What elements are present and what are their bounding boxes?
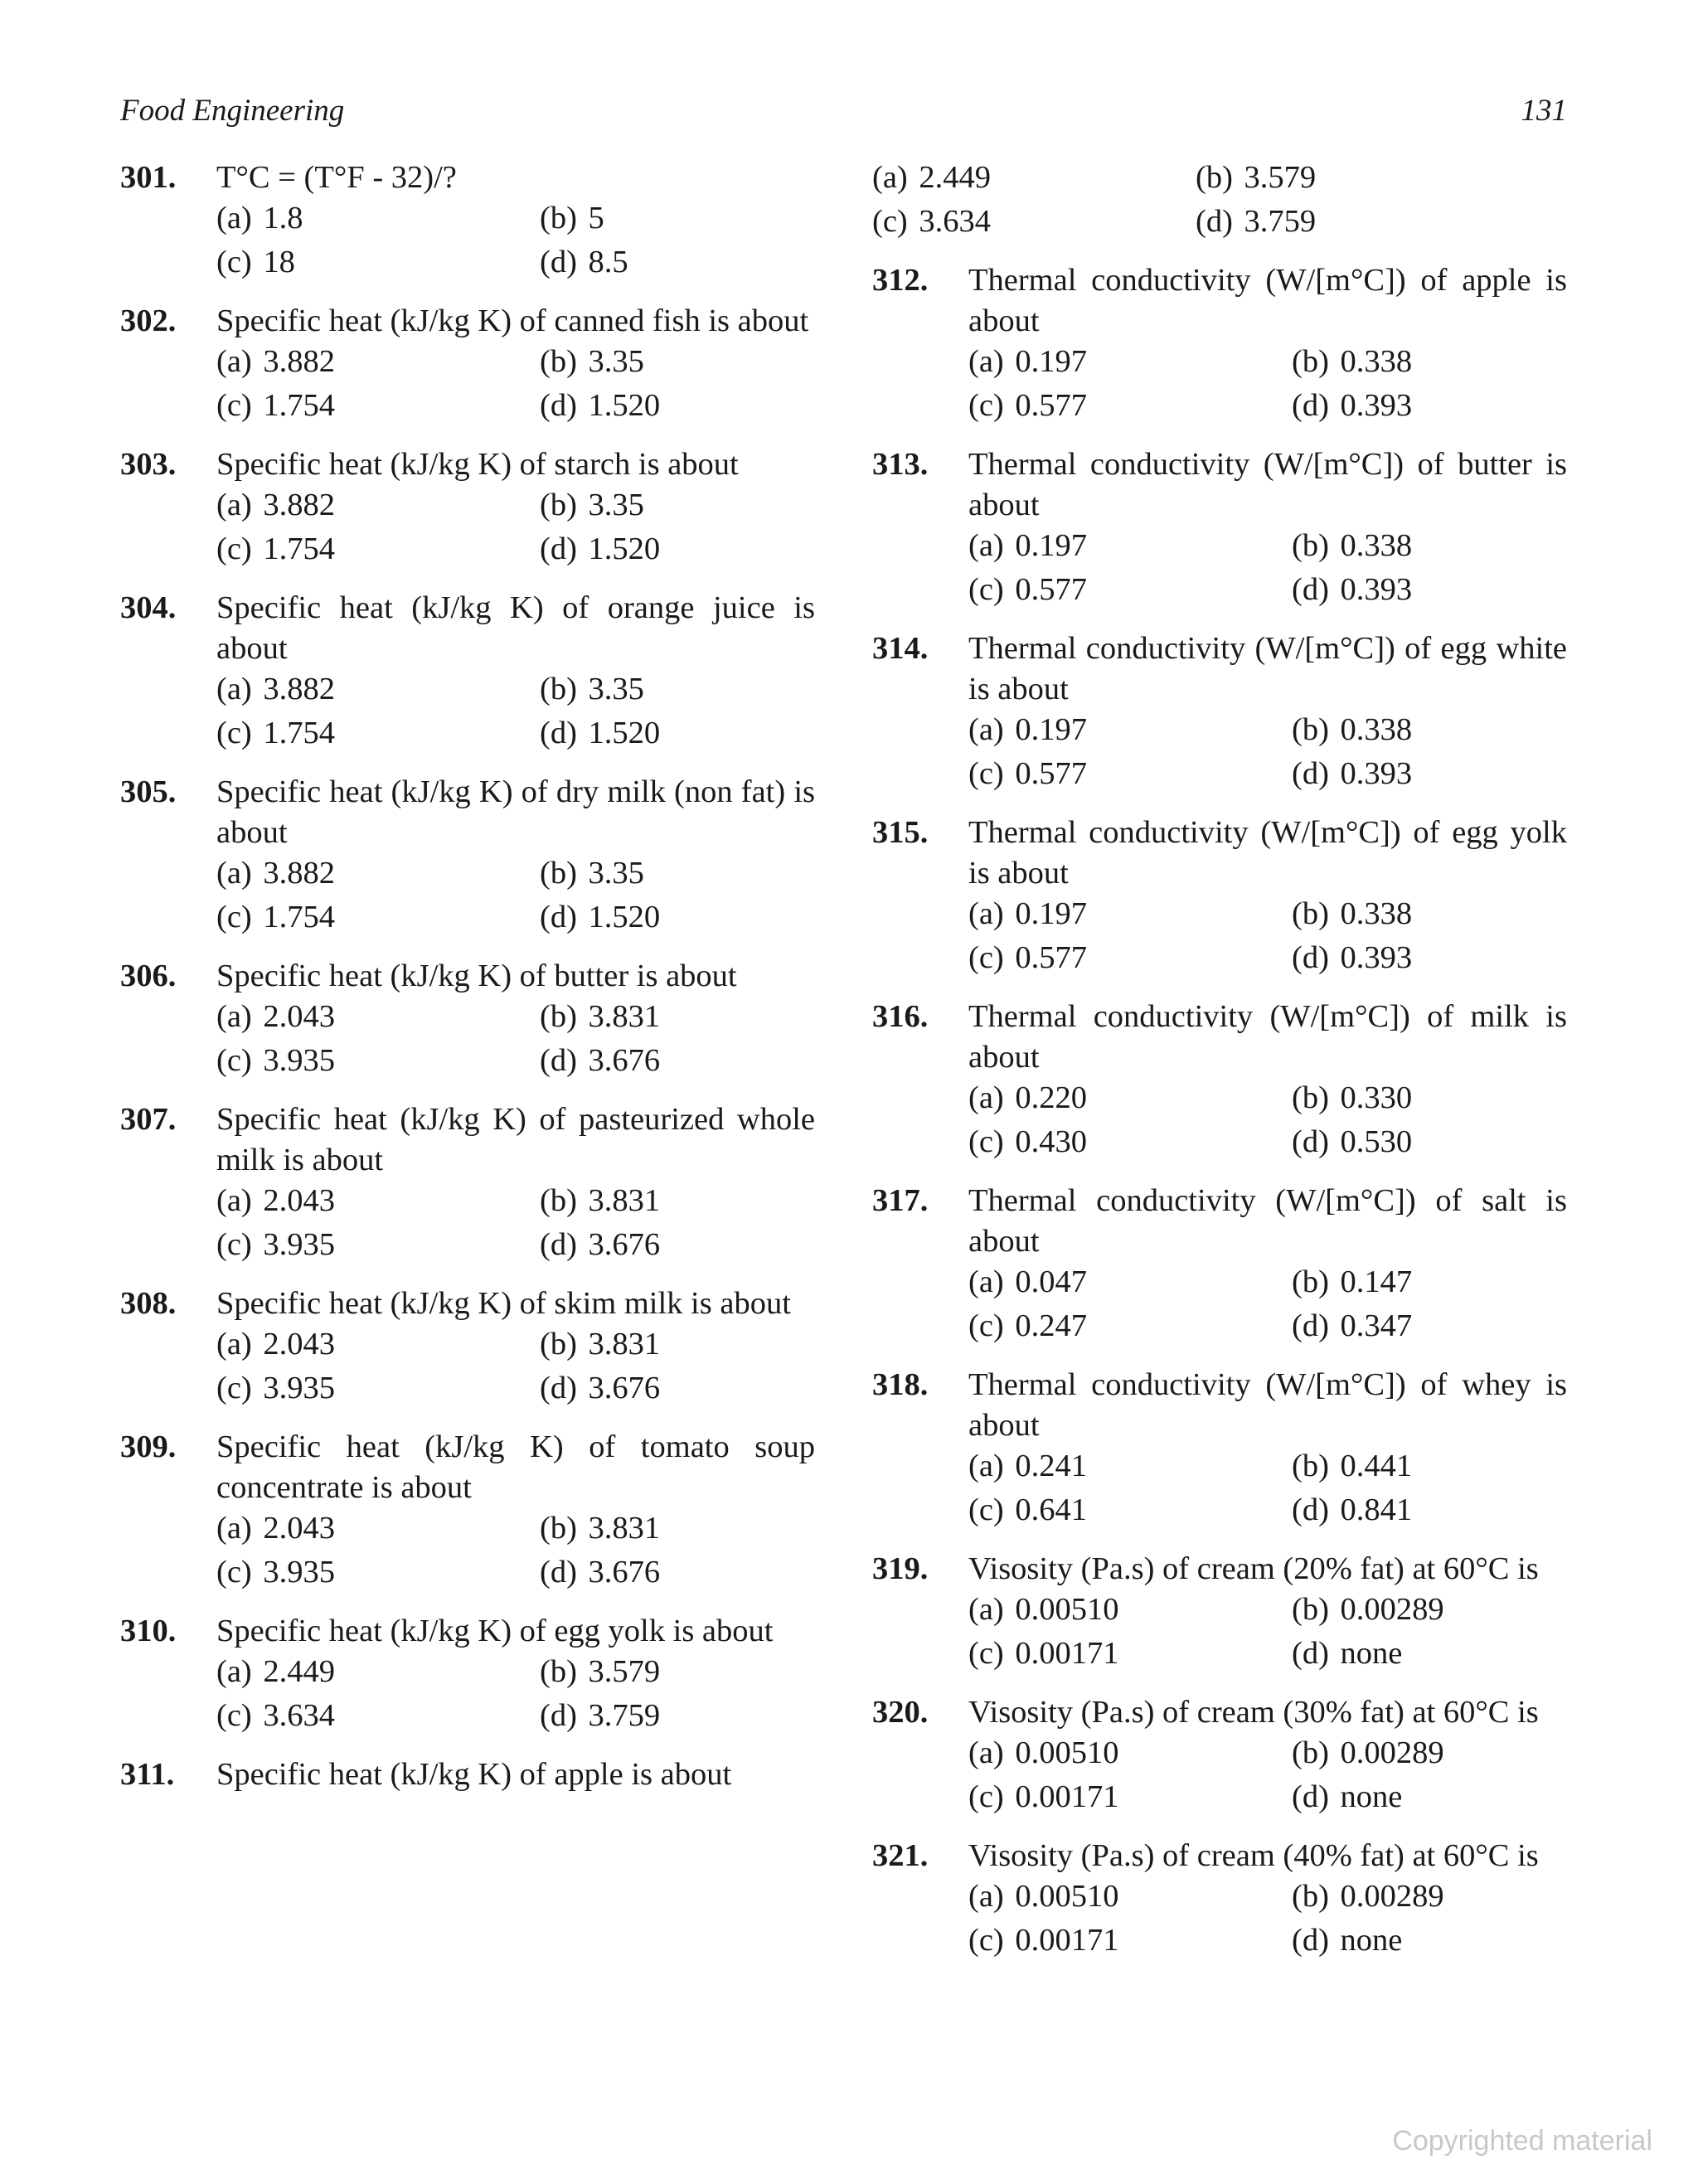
option-a: (a) 0.197 — [968, 528, 1087, 563]
option-d: (d) 3.759 — [1196, 204, 1317, 239]
option-d: (d) 0.530 — [1292, 1124, 1413, 1159]
option-c: (c) 3.634 — [872, 204, 991, 239]
option-d: (d) 0.393 — [1292, 388, 1413, 423]
option-list — [968, 526, 1567, 610]
option-a: (a) 0.00510 — [968, 1879, 1119, 1914]
option-a: (a) 0.220 — [968, 1080, 1087, 1115]
option-b: (b) 0.338 — [1292, 344, 1413, 379]
question-number: 316. — [872, 999, 929, 1034]
question-306 — [120, 956, 815, 1081]
question-number: 311. — [120, 1757, 175, 1792]
question-number: 315. — [872, 815, 929, 850]
option-d: (d) 0.393 — [1292, 572, 1413, 607]
option-c: (c) 0.577 — [968, 388, 1087, 423]
watermark: Copyrighted material — [1392, 2125, 1652, 2157]
question-312 — [872, 260, 1567, 426]
option-list — [968, 1589, 1567, 1674]
option-list — [216, 853, 815, 938]
option-c: (c) 0.430 — [968, 1124, 1087, 1159]
question-314 — [872, 629, 1567, 794]
option-list — [968, 1446, 1567, 1531]
option-c: (c) 0.577 — [968, 940, 1087, 975]
option-c: (c) 3.634 — [216, 1698, 335, 1733]
option-d: (d) 0.841 — [1292, 1492, 1413, 1527]
option-a: (a) 0.197 — [968, 712, 1087, 747]
question-text: Visosity (Pa.s) of cream (40% fat) at 60°C is — [968, 1838, 1539, 1873]
page-number: 131 — [1521, 94, 1567, 128]
option-c: (c) 3.935 — [216, 1043, 335, 1078]
option-b: (b) 0.00289 — [1292, 1592, 1444, 1627]
option-a: (a) 3.882 — [216, 856, 335, 891]
option-a: (a) 0.00510 — [968, 1592, 1119, 1627]
question-text: Specific heat (kJ/kg K) of dry milk (non fat) is about — [216, 774, 815, 850]
option-a: (a) 2.043 — [216, 1183, 335, 1218]
right-question-list — [872, 260, 1567, 1961]
option-list — [968, 1262, 1567, 1347]
option-d: (d) 8.5 — [540, 245, 628, 279]
option-b: (b) 0.441 — [1292, 1449, 1413, 1483]
question-319 — [872, 1549, 1567, 1674]
option-d: (d) none — [1292, 1923, 1403, 1958]
question-text: Specific heat (kJ/kg K) of tomato soup concentrate is about — [216, 1429, 815, 1505]
option-a: (a) 0.047 — [968, 1264, 1087, 1299]
option-b: (b) 3.579 — [540, 1654, 661, 1689]
option-b: (b) 3.35 — [540, 856, 644, 891]
question-text: T°C = (T°F - 32)/? — [216, 160, 457, 195]
question-number: 301. — [120, 160, 177, 195]
question-307 — [120, 1099, 815, 1265]
question-number: 312. — [872, 263, 929, 298]
option-b: (b) 3.831 — [540, 999, 661, 1034]
question-text: Visosity (Pa.s) of cream (20% fat) at 60°C is — [968, 1551, 1539, 1586]
option-list — [216, 485, 815, 570]
question-text: Specific heat (kJ/kg K) of apple is about — [216, 1757, 732, 1792]
question-313 — [872, 444, 1567, 610]
question-text: Thermal conductivity (W/[m°C]) of egg white is about — [968, 631, 1567, 706]
question-text: Thermal conductivity (W/[m°C]) of egg yolk is about — [968, 815, 1567, 891]
option-a: (a) 0.197 — [968, 344, 1087, 379]
question-number: 320. — [872, 1695, 929, 1730]
question-text: Thermal conductivity (W/[m°C]) of milk is about — [968, 999, 1567, 1075]
option-d: (d) 1.520 — [540, 900, 661, 934]
option-b: (b) 5 — [540, 201, 604, 235]
option-b: (b) 0.338 — [1292, 712, 1413, 747]
option-c: (c) 1.754 — [216, 900, 335, 934]
option-list — [216, 1652, 815, 1736]
option-b: (b) 3.831 — [540, 1511, 661, 1546]
option-c: (c) 0.00171 — [968, 1636, 1119, 1671]
option-a: (a) 2.043 — [216, 1327, 335, 1361]
question-318 — [872, 1365, 1567, 1531]
option-list — [968, 710, 1567, 794]
option-d: (d) none — [1292, 1779, 1403, 1814]
question-text: Visosity (Pa.s) of cream (30% fat) at 60°C is — [968, 1695, 1539, 1730]
question-text: Specific heat (kJ/kg K) of canned fish is about — [216, 303, 809, 338]
option-b: (b) 0.00289 — [1292, 1879, 1444, 1914]
option-c: (c) 0.577 — [968, 572, 1087, 607]
question-text: Thermal conductivity (W/[m°C]) of whey is about — [968, 1367, 1567, 1443]
question-304 — [120, 588, 815, 754]
question-311 — [120, 1754, 815, 1795]
question-number: 314. — [872, 631, 929, 666]
option-c: (c) 1.754 — [216, 531, 335, 566]
option-list — [216, 669, 815, 754]
option-a: (a) 1.8 — [216, 201, 303, 235]
question-316 — [872, 997, 1567, 1162]
option-list — [872, 158, 1567, 242]
option-list — [216, 1508, 815, 1593]
option-list — [968, 894, 1567, 978]
option-list — [968, 1078, 1567, 1162]
option-c: (c) 1.754 — [216, 716, 335, 750]
question-text: Specific heat (kJ/kg K) of egg yolk is about — [216, 1614, 774, 1648]
option-list — [216, 1324, 815, 1409]
option-a: (a) 0.197 — [968, 896, 1087, 931]
question-302 — [120, 301, 815, 426]
option-b: (b) 0.338 — [1292, 896, 1413, 931]
option-d: (d) 3.676 — [540, 1371, 661, 1405]
question-number: 309. — [120, 1429, 177, 1464]
question-310 — [120, 1611, 815, 1736]
question-number: 303. — [120, 447, 177, 482]
option-list — [968, 1733, 1567, 1818]
option-b: (b) 0.147 — [1292, 1264, 1413, 1299]
question-number: 317. — [872, 1183, 929, 1218]
option-c: (c) 0.00171 — [968, 1779, 1119, 1814]
option-d: (d) 1.520 — [540, 531, 661, 566]
option-b: (b) 0.00289 — [1292, 1735, 1444, 1770]
question-text: Thermal conductivity (W/[m°C]) of apple is about — [968, 263, 1567, 338]
question-text: Specific heat (kJ/kg K) of butter is about — [216, 959, 737, 993]
option-b: (b) 3.579 — [1196, 160, 1317, 195]
option-c: (c) 0.641 — [968, 1492, 1087, 1527]
question-number: 313. — [872, 447, 929, 482]
option-a: (a) 0.241 — [968, 1449, 1087, 1483]
question-303 — [120, 444, 815, 570]
option-a: (a) 3.882 — [216, 488, 335, 522]
question-309 — [120, 1427, 815, 1593]
option-a: (a) 2.043 — [216, 1511, 335, 1546]
question-number: 321. — [872, 1838, 929, 1873]
option-b: (b) 3.831 — [540, 1327, 661, 1361]
option-list — [968, 342, 1567, 426]
option-b: (b) 3.831 — [540, 1183, 661, 1218]
option-b: (b) 3.35 — [540, 672, 644, 706]
option-c: (c) 0.00171 — [968, 1923, 1119, 1958]
option-c: (c) 3.935 — [216, 1555, 335, 1589]
option-b: (b) 0.330 — [1292, 1080, 1413, 1115]
left-column — [120, 158, 815, 1813]
option-c: (c) 0.247 — [968, 1308, 1087, 1343]
question-301 — [120, 158, 815, 283]
question-number: 307. — [120, 1102, 177, 1137]
question-number: 306. — [120, 959, 177, 993]
option-a: (a) 3.882 — [216, 344, 335, 379]
option-c: (c) 3.935 — [216, 1227, 335, 1262]
option-d: (d) 0.393 — [1292, 940, 1413, 975]
question-321 — [872, 1836, 1567, 1961]
option-c: (c) 3.935 — [216, 1371, 335, 1405]
right-column — [872, 158, 1567, 1979]
question-number: 308. — [120, 1286, 177, 1321]
option-a: (a) 3.882 — [216, 672, 335, 706]
option-c: (c) 18 — [216, 245, 295, 279]
option-d: (d) 3.676 — [540, 1043, 661, 1078]
option-c: (c) 1.754 — [216, 388, 335, 423]
option-b: (b) 3.35 — [540, 488, 644, 522]
option-list — [216, 342, 815, 426]
option-d: (d) none — [1292, 1636, 1403, 1671]
question-317 — [872, 1181, 1567, 1347]
continuation-options — [872, 158, 1567, 242]
option-a: (a) 2.449 — [216, 1654, 335, 1689]
option-list — [216, 198, 815, 283]
option-d: (d) 3.759 — [540, 1698, 661, 1733]
question-text: Specific heat (kJ/kg K) of orange juice is about — [216, 590, 815, 666]
question-number: 304. — [120, 590, 177, 625]
option-d: (d) 0.347 — [1292, 1308, 1413, 1343]
option-d: (d) 3.676 — [540, 1555, 661, 1589]
question-number: 318. — [872, 1367, 929, 1402]
option-list — [216, 997, 815, 1081]
option-list — [968, 1876, 1567, 1961]
question-305 — [120, 772, 815, 938]
option-b: (b) 0.338 — [1292, 528, 1413, 563]
question-text: Thermal conductivity (W/[m°C]) of butter is about — [968, 447, 1567, 522]
option-c: (c) 0.577 — [968, 756, 1087, 791]
question-text: Specific heat (kJ/kg K) of pasteurized whole milk is about — [216, 1102, 815, 1177]
option-d: (d) 3.676 — [540, 1227, 661, 1262]
question-text: Thermal conductivity (W/[m°C]) of salt is about — [968, 1183, 1567, 1259]
question-number: 319. — [872, 1551, 929, 1586]
option-list — [216, 1181, 815, 1265]
question-315 — [872, 813, 1567, 978]
question-number: 310. — [120, 1614, 177, 1648]
option-d: (d) 1.520 — [540, 388, 661, 423]
option-b: (b) 3.35 — [540, 344, 644, 379]
option-a: (a) 2.449 — [872, 160, 991, 195]
question-number: 305. — [120, 774, 177, 809]
option-d: (d) 1.520 — [540, 716, 661, 750]
option-a: (a) 2.043 — [216, 999, 335, 1034]
running-header-title: Food Engineering — [120, 94, 345, 128]
option-a: (a) 0.00510 — [968, 1735, 1119, 1770]
question-320 — [872, 1692, 1567, 1818]
question-number: 302. — [120, 303, 177, 338]
option-d: (d) 0.393 — [1292, 756, 1413, 791]
question-text: Specific heat (kJ/kg K) of skim milk is about — [216, 1286, 791, 1321]
question-text: Specific heat (kJ/kg K) of starch is about — [216, 447, 739, 482]
question-308 — [120, 1284, 815, 1409]
